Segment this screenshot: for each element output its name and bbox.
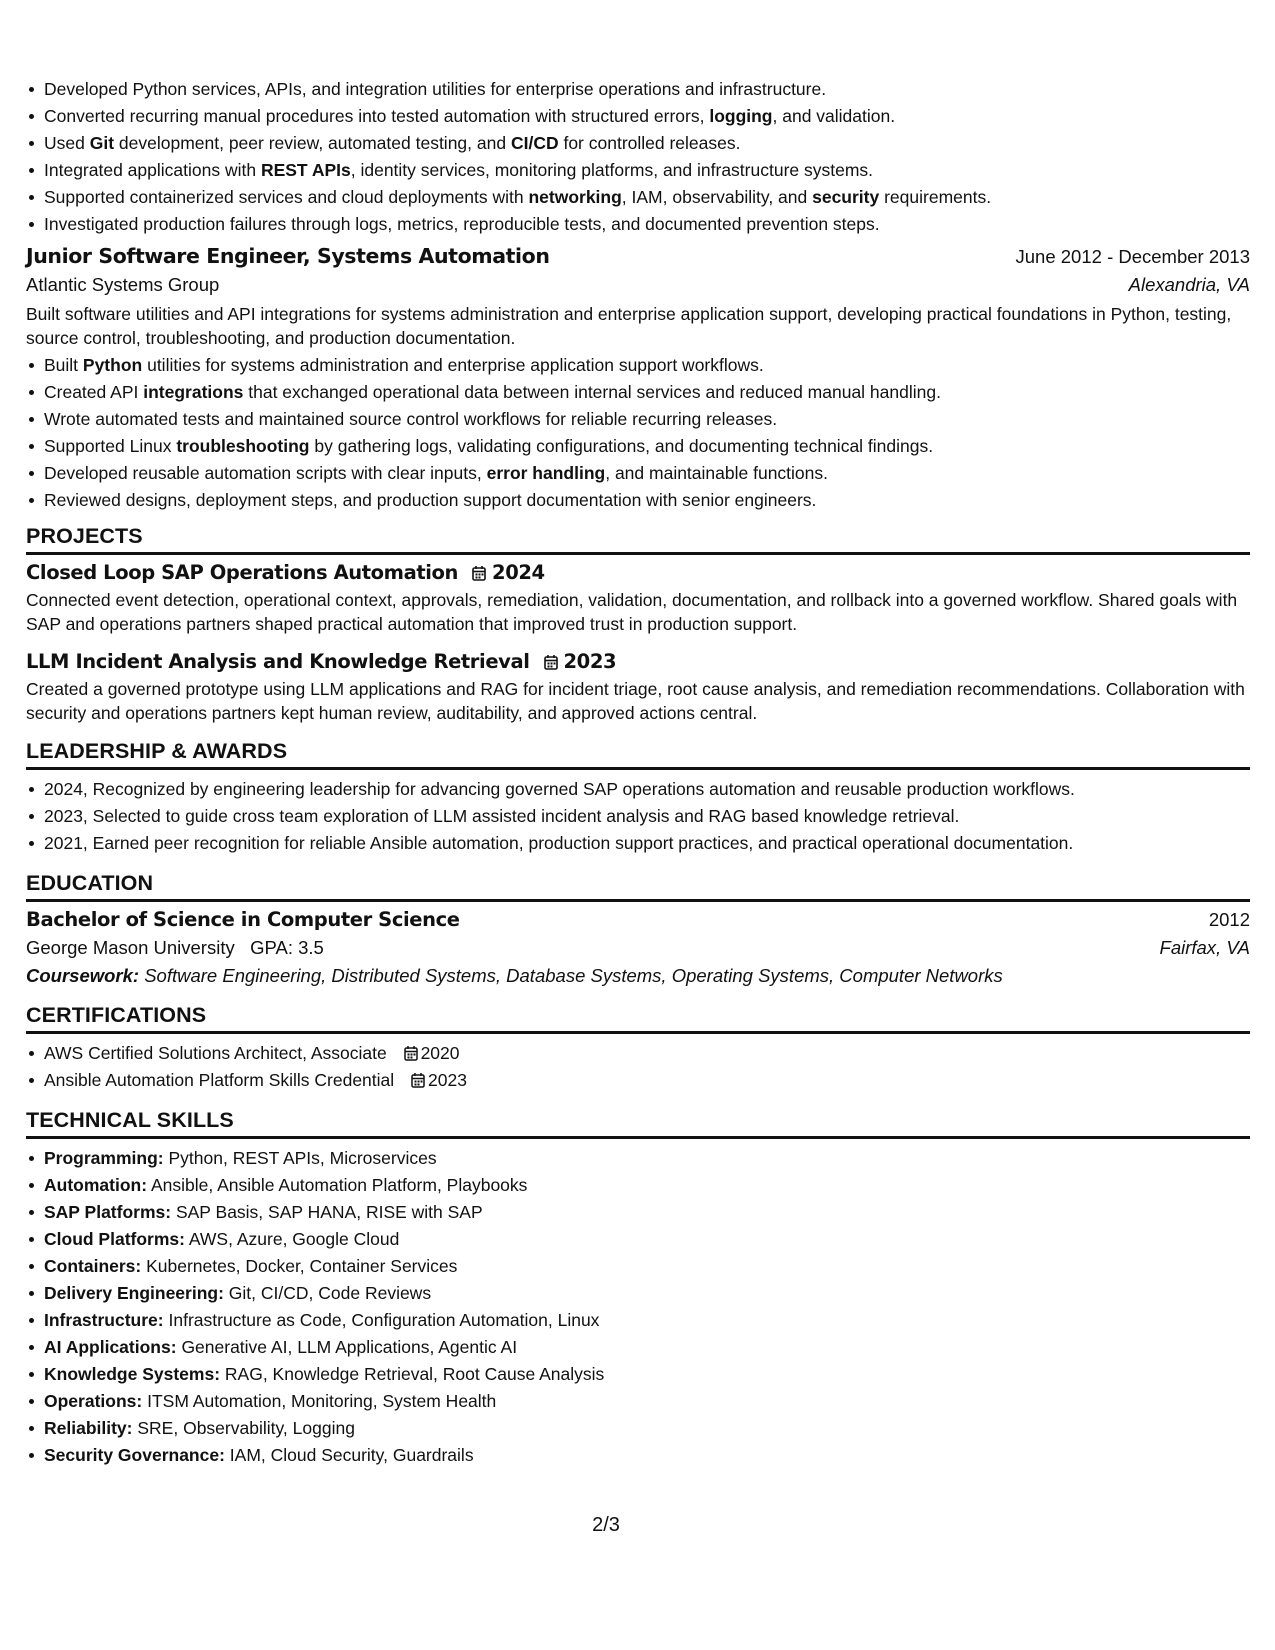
bold-keyword: REST APIs: [260, 160, 351, 180]
list-item: 2021, Earned peer recognition for reliable Ansible automation, production support practices, and practical operational documentation.: [26, 830, 1250, 857]
experience-bullets: [26, 76, 1250, 238]
bullet-text: Investigated production failures through logs, metrics, reproducible tests, and documented prevention steps.: [44, 214, 880, 234]
skill-label: Programming:: [44, 1148, 164, 1168]
section-title: PROJECTS: [26, 524, 1250, 555]
list-item: [26, 460, 1250, 487]
calendar-icon: [411, 1069, 425, 1085]
skill-item: [26, 1280, 1250, 1307]
skill-item: [26, 1334, 1250, 1361]
certifications-section: [26, 1003, 1250, 1094]
role-bullets: [26, 352, 1250, 514]
bullet-text: Integrated applications with: [44, 160, 261, 180]
bullet-text: utilities for systems administration and enterprise application support workflows.: [142, 355, 764, 375]
bold-keyword: CI/CD: [510, 133, 559, 153]
bullet-text: development, peer review, automated testing, and: [114, 133, 511, 153]
page-number: 2/3: [592, 1514, 620, 1536]
project-year: 2024: [492, 561, 545, 584]
gpa: GPA: 3.5: [250, 937, 324, 958]
bullet-text: Supported containerized services and cloud deployments with: [44, 187, 529, 207]
project-description: Connected event detection, operational context, approvals, remediation, validation, documentation, and rollback into a governed workflow. Shared goals with SAP and operations partners shaped practical automation that improved trust in production support.: [26, 590, 1238, 634]
list-item: [26, 130, 1250, 157]
bullet-text: that exchanged operational data between internal services and reduced manual handling.: [243, 382, 941, 402]
bullet-text: , and validation.: [772, 106, 896, 126]
project-title: Closed Loop SAP Operations Automation: [26, 561, 459, 584]
certification-year: 2020: [420, 1043, 460, 1063]
list-item: [26, 1040, 1250, 1067]
certification-list: [26, 1040, 1250, 1094]
bullet-text: , identity services, monitoring platforms, and infrastructure systems.: [350, 160, 874, 180]
skill-values: Git, CI/CD, Code Reviews: [228, 1283, 432, 1303]
skill-label: Reliability:: [44, 1418, 133, 1438]
skills-section: [26, 1108, 1250, 1469]
skill-values: SAP Basis, SAP HANA, RISE with SAP: [175, 1202, 483, 1222]
list-item: 2023, Selected to guide cross team exploration of LLM assisted incident analysis and RAG based knowledge retrieval.: [26, 803, 1250, 830]
role-entry: [26, 244, 1250, 514]
certification-name: AWS Certified Solutions Architect, Associate: [44, 1043, 387, 1063]
skill-item: [26, 1226, 1250, 1253]
skill-values: Ansible, Ansible Automation Platform, Playbooks: [150, 1175, 528, 1195]
skill-item: [26, 1172, 1250, 1199]
skill-values: RAG, Knowledge Retrieval, Root Cause Analysis: [224, 1364, 605, 1384]
skill-item: [26, 1145, 1250, 1172]
skill-label: Automation:: [44, 1175, 148, 1195]
skill-values: AWS, Azure, Google Cloud: [188, 1229, 400, 1249]
school-name: George Mason University: [26, 937, 235, 958]
skill-item: [26, 1307, 1250, 1334]
skill-item: [26, 1388, 1250, 1415]
list-item: [26, 103, 1250, 130]
role-location: Alexandria, VA: [1128, 274, 1250, 295]
resume-page: [26, 76, 1250, 1469]
skill-label: Cloud Platforms:: [44, 1229, 185, 1249]
list-item: [26, 76, 1250, 103]
education-section: [26, 871, 1250, 987]
bullet-text: Created API: [44, 382, 144, 402]
bullet-text: requirements.: [879, 187, 992, 207]
bullet-text: by gathering logs, validating configurations, and documenting technical findings.: [309, 436, 934, 456]
list-item: [26, 487, 1250, 514]
bullet-text: Converted recurring manual procedures into tested automation with structured errors,: [44, 106, 710, 126]
skill-item: [26, 1253, 1250, 1280]
skill-values: Infrastructure as Code, Configuration Automation, Linux: [168, 1310, 600, 1330]
bold-keyword: logging: [709, 106, 773, 126]
calendar-icon: [404, 1042, 418, 1058]
list-item: [26, 157, 1250, 184]
bullet-text: for controlled releases.: [558, 133, 741, 153]
project-description: Created a governed prototype using LLM applications and RAG for incident triage, root cause analysis, and remediation recommendations. Collaboration with security and operations partners kept human review, auditability, and approved actions central.: [26, 679, 1245, 723]
bold-keyword: networking: [528, 187, 622, 207]
skill-label: SAP Platforms:: [44, 1202, 172, 1222]
project-title: LLM Incident Analysis and Knowledge Retrieval: [26, 650, 530, 673]
skill-item: [26, 1361, 1250, 1388]
bullet-text: Built: [44, 355, 83, 375]
list-item: [26, 433, 1250, 460]
bold-keyword: Python: [82, 355, 143, 375]
bullet-text: Reviewed designs, deployment steps, and production support documentation with senior engineers.: [44, 490, 817, 510]
certification-year: 2023: [428, 1070, 467, 1090]
bullet-text: Developed Python services, APIs, and integration utilities for enterprise operations and infrastructure.: [44, 79, 827, 99]
project-item: [26, 561, 1250, 636]
school-location: Fairfax, VA: [1159, 937, 1250, 958]
coursework-list: Software Engineering, Distributed Systems, Database Systems, Operating Systems, Computer Networks: [144, 965, 1003, 986]
skill-label: AI Applications:: [44, 1337, 177, 1357]
bullet-text: , and maintainable functions.: [605, 463, 829, 483]
skill-label: Delivery Engineering:: [44, 1283, 224, 1303]
skill-label: Containers:: [44, 1256, 142, 1276]
skill-values: Kubernetes, Docker, Container Services: [146, 1256, 458, 1276]
skill-values: SRE, Observability, Logging: [137, 1418, 355, 1438]
projects-section: [26, 524, 1250, 725]
list-item: [26, 184, 1250, 211]
skill-values: ITSM Automation, Monitoring, System Health: [147, 1391, 497, 1411]
certification-name: Ansible Automation Platform Skills Credential: [44, 1070, 395, 1090]
graduation-year: 2012: [1208, 909, 1250, 930]
role-title: Junior Software Engineer, Systems Automation: [26, 244, 550, 268]
section-title: EDUCATION: [26, 871, 1250, 902]
bold-keyword: troubleshooting: [176, 436, 310, 456]
bullet-text: Wrote automated tests and maintained source control workflows for reliable recurring releases.: [44, 409, 778, 429]
bullet-text: Used: [44, 133, 90, 153]
list-item: [26, 379, 1250, 406]
bold-keyword: integrations: [143, 382, 244, 402]
calendar-icon: [544, 654, 558, 670]
bold-keyword: security: [812, 187, 880, 207]
skill-values: Python, REST APIs, Microservices: [168, 1148, 437, 1168]
role-summary: Built software utilities and API integrations for systems administration and enterprise application support, developing practical foundations in Python, testing, source control, troubleshooting, and production documentation.: [26, 304, 1232, 348]
skill-label: Infrastructure:: [44, 1310, 164, 1330]
skill-item: [26, 1442, 1250, 1469]
skill-label: Security Governance:: [44, 1445, 225, 1465]
skill-item: [26, 1415, 1250, 1442]
calendar-icon: [472, 565, 486, 581]
section-title: CERTIFICATIONS: [26, 1003, 1250, 1034]
list-item: [26, 352, 1250, 379]
bullet-text: Developed reusable automation scripts with clear inputs,: [44, 463, 487, 483]
coursework: [26, 965, 1250, 987]
leadership-list: [26, 776, 1250, 857]
list-item: [26, 211, 1250, 238]
project-item: [26, 650, 1250, 725]
bold-keyword: error handling: [486, 463, 606, 483]
project-year: 2023: [563, 650, 617, 673]
degree: Bachelor of Science in Computer Science: [26, 908, 460, 931]
skill-label: Knowledge Systems:: [44, 1364, 221, 1384]
skill-item: [26, 1199, 1250, 1226]
skill-values: IAM, Cloud Security, Guardrails: [229, 1445, 474, 1465]
list-item: [26, 1067, 1250, 1094]
role-organization: Atlantic Systems Group: [26, 274, 220, 295]
section-title: LEADERSHIP & AWARDS: [26, 739, 1250, 770]
section-title: TECHNICAL SKILLS: [26, 1108, 1250, 1139]
list-item: [26, 406, 1250, 433]
coursework-label: Coursework:: [26, 965, 140, 986]
skill-values: Generative AI, LLM Applications, Agentic AI: [181, 1337, 518, 1357]
bold-keyword: Git: [89, 133, 115, 153]
bullet-text: Supported Linux: [44, 436, 177, 456]
skills-list: [26, 1145, 1250, 1469]
bullet-text: , IAM, observability, and: [621, 187, 813, 207]
skill-label: Operations:: [44, 1391, 143, 1411]
list-item: 2024, Recognized by engineering leadership for advancing governed SAP operations automation and reusable production workflows.: [26, 776, 1250, 803]
leadership-section: [26, 739, 1250, 857]
role-dates: June 2012 - December 2013: [1015, 246, 1250, 267]
